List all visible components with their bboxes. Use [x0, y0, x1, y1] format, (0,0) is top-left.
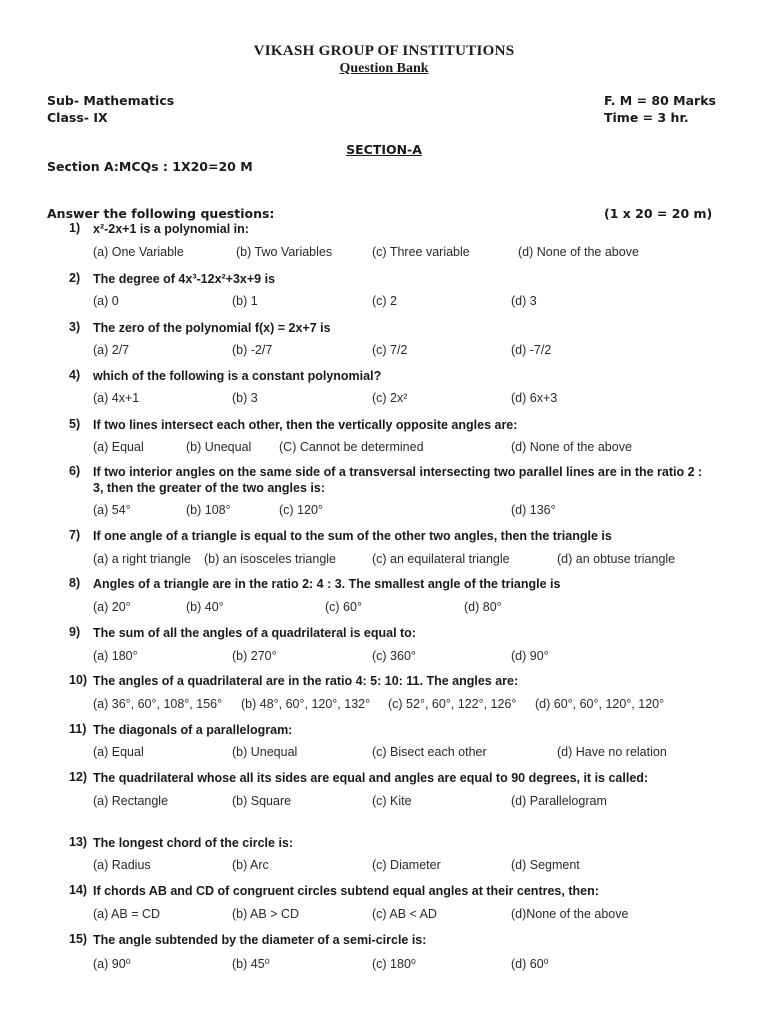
instruction-text: Answer the following questions:: [47, 206, 275, 221]
question-number: 6): [69, 464, 81, 478]
question-number: 3): [69, 320, 81, 334]
question-number: 8): [69, 576, 81, 590]
answer-option: (b) 48°, 60°, 120°, 132°: [241, 697, 371, 711]
answer-option: (b) Unequal: [186, 440, 252, 454]
answer-option: (b) Unequal: [232, 745, 298, 759]
answer-option: (c) 180⁰: [372, 957, 416, 971]
question-number: 12): [69, 770, 88, 784]
question-number: 9): [69, 625, 81, 639]
answer-option: (a) 54°: [93, 503, 131, 517]
answer-option: (c) Diameter: [372, 858, 441, 872]
question-number: 1): [69, 221, 81, 235]
question-number: 10): [69, 673, 88, 687]
answer-option: (a) 36°, 60°, 108°, 156°: [93, 697, 223, 711]
answer-option: (b) an isosceles triangle: [204, 552, 337, 566]
answer-option: (a) Radius: [93, 858, 151, 872]
answer-option: (c) 60°: [325, 600, 362, 614]
question-text: The longest chord of the circle is:: [93, 836, 294, 850]
answer-option: (a) 180°: [93, 649, 138, 663]
answer-option: (a) Rectangle: [93, 794, 169, 808]
answer-option: (d) 60⁰: [511, 957, 549, 971]
answer-option: (c) 2: [372, 294, 397, 308]
answer-option: (b) 45⁰: [232, 957, 270, 971]
answer-option: (b) 1: [232, 294, 258, 308]
answer-option: (d) Parallelogram: [511, 794, 607, 808]
answer-option: (c) AB < AD: [372, 907, 437, 921]
question-text: The quadrilateral whose all its sides are equal and angles are equal to 90 degrees, it is called:: [93, 771, 649, 785]
question-number: 7): [69, 528, 81, 542]
question-text: The zero of the polynomial f(x) = 2x+7 is: [93, 321, 331, 335]
marks-note: (1 x 20 = 20 m): [604, 206, 713, 221]
section-title: SECTION-A: [346, 142, 422, 157]
answer-option: (d) None of the above: [511, 440, 632, 454]
answer-option: (b) AB > CD: [232, 907, 300, 921]
time-label: Time = 3 hr.: [604, 110, 689, 125]
answer-option: (d) Have no relation: [557, 745, 667, 759]
answer-option: (b) Square: [232, 794, 292, 808]
answer-option: (c) 7/2: [372, 343, 408, 357]
answer-option: (c) 120°: [279, 503, 323, 517]
full-marks-label: F. M = 80 Marks: [604, 93, 716, 108]
question-text: The angles of a quadrilateral are in the ratio 4: 5: 10: 11. The angles are:: [93, 674, 519, 688]
answer-option: (a) 2/7: [93, 343, 130, 357]
answer-option: (b) -2/7: [232, 343, 273, 357]
question-number: 4): [69, 368, 81, 382]
answer-option: (b) 108°: [186, 503, 231, 517]
answer-option: (c) Three variable: [372, 245, 470, 259]
answer-option: (d) 90°: [511, 649, 549, 663]
answer-option: (d) 3: [511, 294, 537, 308]
answer-option: (b) Arc: [232, 858, 269, 872]
answer-option: (d) Segment: [511, 858, 580, 872]
answer-option: (a) Equal: [93, 745, 144, 759]
question-number: 11): [69, 722, 87, 736]
subject-label: Sub- Mathematics: [47, 93, 175, 108]
answer-option: (b) 3: [232, 391, 258, 405]
question-text: The sum of all the angles of a quadrilateral is equal to:: [93, 626, 416, 640]
answer-option: (d) an obtuse triangle: [557, 552, 676, 566]
answer-option: (a) Equal: [93, 440, 144, 454]
question-number: 5): [69, 417, 81, 431]
question-text: If one angle of a triangle is equal to the sum of the other two angles, then the triangle is: [93, 529, 612, 543]
document-type: Question Bank: [339, 61, 429, 76]
answer-option: (a) One Variable: [93, 245, 184, 259]
answer-option: (b) 270°: [232, 649, 277, 663]
answer-option: (c) 360°: [372, 649, 416, 663]
answer-option: (d)None of the above: [511, 907, 629, 921]
answer-option: (a) 0: [93, 294, 119, 308]
section-description: Section A:MCQs : 1X20=20 M: [47, 159, 253, 174]
answer-option: (c) an equilateral triangle: [372, 552, 510, 566]
answer-option: (a) a right triangle: [93, 552, 191, 566]
answer-option: (d) None of the above: [518, 245, 639, 259]
answer-option: (a) 20°: [93, 600, 131, 614]
question-text: x²-2x+1 is a polynomial in:: [93, 222, 249, 236]
class-label: Class- IX: [47, 110, 108, 125]
question-text: which of the following is a constant polynomial?: [93, 369, 382, 383]
answer-option: (a) AB = CD: [93, 907, 161, 921]
answer-option: (d) 136°: [511, 503, 556, 517]
institution-title: VIKASH GROUP OF INSTITUTIONS: [253, 43, 515, 59]
answer-option: (b) Two Variables: [236, 245, 333, 259]
answer-option: (b) 40°: [186, 600, 224, 614]
answer-option: (d) 6x+3: [511, 391, 558, 405]
question-text: The degree of 4x³-12x²+3x+9 is: [93, 272, 276, 286]
answer-option: (C) Cannot be determined: [279, 440, 424, 454]
answer-option: (a) 4x+1: [93, 391, 140, 405]
answer-option: (d) -7/2: [511, 343, 552, 357]
question-number: 13): [69, 835, 88, 849]
answer-option: (c) 2x²: [372, 391, 408, 405]
answer-option: (c) 52°, 60°, 122°, 126°: [388, 697, 517, 711]
answer-option: (c) Kite: [372, 794, 412, 808]
question-number: 2): [69, 271, 81, 285]
question-text: If two interior angles on the same side of a transversal intersecting two parallel lines are in the ratio 2 : 3, then the greater of the two angles is:: [93, 465, 703, 495]
question-text: The angle subtended by the diameter of a semi-circle is:: [93, 933, 427, 947]
question-number: 14): [69, 883, 88, 897]
answer-option: (c) Bisect each other: [372, 745, 487, 759]
question-number: 15): [69, 932, 88, 946]
question-text: Angles of a triangle are in the ratio 2: 4 : 3. The smallest angle of the triangle is: [93, 577, 561, 591]
question-text: If two lines intersect each other, then the vertically opposite angles are:: [93, 418, 518, 432]
answer-option: (d) 60°, 60°, 120°, 120°: [535, 697, 665, 711]
question-text: If chords AB and CD of congruent circles subtend equal angles at their centres, then:: [93, 884, 599, 898]
answer-option: (d) 80°: [464, 600, 502, 614]
question-text: The diagonals of a parallelogram:: [93, 723, 293, 737]
answer-option: (a) 90⁰: [93, 957, 131, 971]
